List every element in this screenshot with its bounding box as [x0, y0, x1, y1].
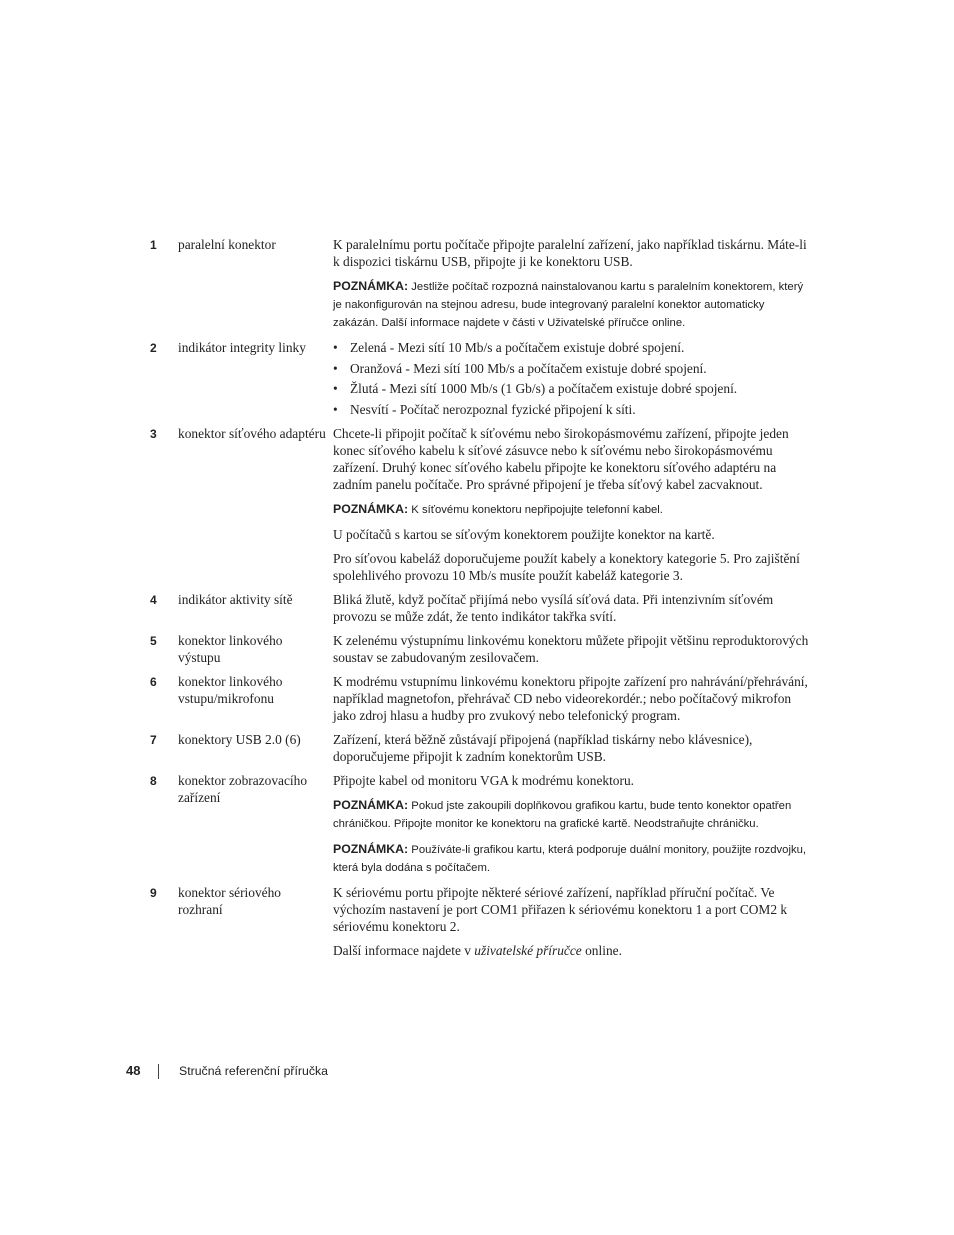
- bullet-list: [333, 339, 811, 418]
- footer-separator: [158, 1064, 159, 1079]
- row-label: konektor linkového výstupu: [178, 633, 283, 666]
- note-text: Jestliže počítač rozpozná nainstalovanou kartu s paralelním konektorem, který je nakonfigurován na stejnou adresu, bude integrovaný paralelní konektor automaticky zakázán. Další informace najdete v části v Uživatelské příručce online.: [333, 281, 804, 329]
- page-number: 48: [126, 1063, 141, 1078]
- paragraph: [333, 942, 811, 959]
- list-item: • Zelená - Mezi sítí 10 Mb/s a počítačem existuje dobré spojení.: [333, 339, 811, 356]
- text-run: online.: [581, 943, 622, 959]
- note-label: POZNÁMKA:: [333, 502, 409, 517]
- note-text: Pokud jste zakoupili doplňkovou grafikou kartu, bude tento konektor opatřen chráničkou. Připojte monitor ke konektoru na grafické kartě. Neodstraňujte chráničku.: [333, 800, 792, 831]
- paragraph: U počítačů s kartou se síťovým konektorem použijte konektor na kartě.: [333, 527, 715, 543]
- row-label: indikátor aktivity sítě: [178, 592, 293, 608]
- text-run: Další informace najdete v: [333, 943, 475, 959]
- row-number: 9: [150, 886, 157, 901]
- row-number: 2: [150, 341, 157, 355]
- table-row: [0, 731, 954, 765]
- note: [333, 840, 811, 877]
- row-description: [333, 425, 811, 584]
- paragraph: Bliká žlutě, když počítač přijímá nebo vysílá síťová data. Při intenzivním síťovém provozu se může zdát, že tento indikátor takřka svítí.: [333, 592, 774, 625]
- row-number: 1: [150, 238, 157, 252]
- page-footer: [0, 1063, 954, 1083]
- row-number: 8: [150, 774, 157, 789]
- paragraph: K sériovému portu připojte některé sériové zařízení, například příruční počítač. Ve výchozím nastavení je port COM1 přiřazen k sériovému konektoru 1 a port COM2 k sériovému konektoru 2.: [333, 885, 788, 935]
- table-row: [0, 673, 954, 724]
- note: [333, 500, 811, 519]
- table-row: [0, 884, 954, 959]
- list-item: • Nesvítí - Počítač nerozpoznal fyzické připojení k síti.: [333, 401, 811, 418]
- note: [333, 277, 811, 332]
- paragraph: K modrému vstupnímu linkovému konektoru připojte zařízení pro nahrávání/přehrávání, například magnetofon, přehrávač CD nebo videorekordér.; nebo počítačový mikrofon jako zdroj hlasu a hudby pro zvukový nebo telefonický program.: [333, 674, 808, 724]
- paragraph: Zařízení, která běžně zůstávají připojená (například tiskárny nebo klávesnice), doporučujeme připojit k zadním konektorům USB.: [333, 732, 753, 765]
- row-label: konektor zobrazovacího zařízení: [178, 773, 308, 806]
- row-number: 7: [150, 733, 157, 748]
- row-label: konektor sériového rozhraní: [178, 885, 282, 918]
- row-description: [333, 673, 811, 724]
- row-description: [333, 236, 811, 332]
- row-label: indikátor integrity linky: [178, 340, 306, 355]
- italic-text: uživatelské příručce: [474, 943, 582, 959]
- row-description: [333, 339, 811, 418]
- note-label: POZNÁMKA:: [333, 798, 409, 813]
- row-label: paralelní konektor: [178, 237, 276, 252]
- note-label: POZNÁMKA:: [333, 279, 409, 293]
- row-number: 4: [150, 593, 157, 608]
- table-row: [0, 425, 954, 584]
- paragraph: Připojte kabel od monitoru VGA k modrému konektoru.: [333, 773, 635, 789]
- table-row: [0, 236, 954, 332]
- list-item: • Oranžová - Mezi sítí 100 Mb/s a počítačem existuje dobré spojení.: [333, 360, 811, 377]
- row-number: 5: [150, 634, 157, 649]
- row-description: [333, 884, 811, 959]
- note: [333, 796, 811, 833]
- note-text: Používáte-li grafikou kartu, která podporuje duální monitory, použijte rozdvojku, která byla dodána s počítačem.: [333, 844, 807, 875]
- row-description: [333, 731, 811, 765]
- paragraph: K zelenému výstupnímu linkovému konektoru můžete připojit většinu reproduktorových soustav se zabudovaným zesilovačem.: [333, 633, 809, 666]
- table-row: [0, 772, 954, 877]
- row-number: 3: [150, 427, 157, 442]
- row-description: [333, 632, 811, 666]
- footer-title: Stručná referenční příručka: [179, 1064, 328, 1078]
- connector-table: [0, 236, 954, 966]
- row-label: konektor linkového vstupu/mikrofonu: [178, 674, 283, 707]
- row-label: konektor síťového adaptéru: [178, 426, 326, 442]
- table-row: [0, 339, 954, 418]
- row-description: [333, 772, 811, 877]
- row-number: 6: [150, 675, 157, 690]
- list-item: • Žlutá - Mezi sítí 1000 Mb/s (1 Gb/s) a počítačem existuje dobré spojení.: [333, 380, 811, 397]
- paragraph: K paralelnímu portu počítače připojte paralelní zařízení, jako například tiskárnu. Máte-li k dispozici tiskárnu USB, připojte ji ke konektoru USB.: [333, 237, 807, 269]
- table-row: [0, 632, 954, 666]
- row-description: [333, 591, 811, 625]
- note-text: K síťovému konektoru nepřipojujte telefonní kabel.: [411, 504, 663, 517]
- paragraph: Chcete-li připojit počítač k síťovému nebo širokopásmovému zařízení, připojte jeden konec síťového kabelu k síťové zásuvce nebo k síťovému nebo širokopásmovému zařízení. Druhý konec síťového kabelu připojte ke konektoru síťového adaptéru na zadním panelu počítače. Pro správné připojení je třeba síťový kabel zacvaknout.: [333, 426, 789, 493]
- table-row: [0, 591, 954, 625]
- paragraph: Pro síťovou kabeláž doporučujeme použít kabely a konektory kategorie 5. Pro zajištění spolehlivého provozu 10 Mb/s musíte použít kabeláž kategorie 3.: [333, 551, 800, 584]
- note-label: POZNÁMKA:: [333, 842, 409, 857]
- row-label: konektory USB 2.0 (6): [178, 732, 301, 748]
